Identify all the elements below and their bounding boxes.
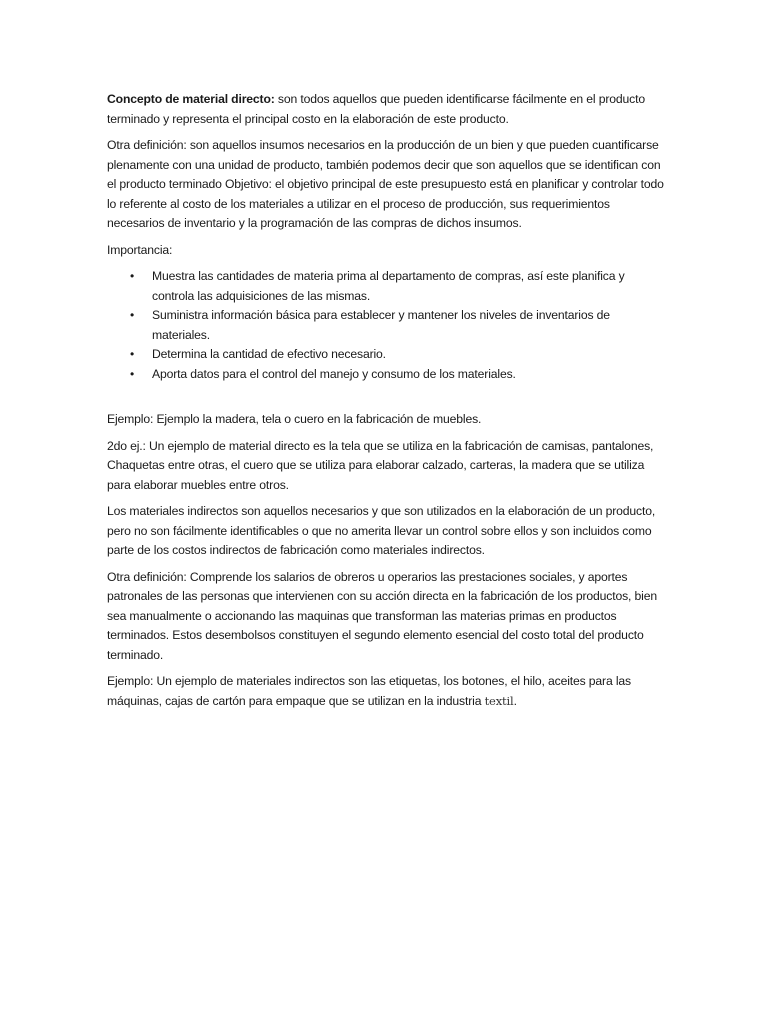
list-item-text: Determina la cantidad de efectivo necesario.: [152, 347, 386, 361]
paragraph-text: son aquellos necesarios y que son utilizados en la elaboración de un producto, pero no son fácilmente identificables o que no amerita llevar un control sobre ellos y son incluidos como parte de los costos indirectos de fabricación como materiales indirectos.: [107, 504, 656, 557]
paragraph-example-1: [107, 410, 665, 430]
paragraph-other-definition-1: [107, 136, 665, 234]
paragraph-text: Un ejemplo de materiales indirectos son las etiquetas, los botones, el hilo, aceites para las máquinas, cajas de cartón para empaque que se utilizan en la industria: [107, 674, 631, 708]
term-indirect-materials: Los materiales indirectos: [107, 504, 239, 518]
list-item-text: Suministra información básica para establecer y mantener los niveles de inventarios de materiales.: [152, 308, 610, 342]
paragraph-text: Un ejemplo de material directo es la tela que se utiliza en la fabricación de camisas, pantalones, Chaquetas entre otras, el cuero que se utiliza para elaborar calzado, carteras, la madera que se utiliza para elaborar muebles entre otros.: [107, 438, 654, 492]
paragraph-text: Ejemplo la madera, tela o cuero en la fabricación de muebles.: [153, 412, 482, 426]
document-page: [107, 90, 665, 718]
bullet-icon: •: [130, 366, 135, 381]
paragraph-tail-word: textil: [484, 693, 514, 708]
list-item: [107, 365, 665, 385]
list-item: [107, 267, 665, 306]
list-item-text: Muestra las cantidades de materia prima al departamento de compras, así este planifica y controla las adquisiciones de las mismas.: [152, 269, 625, 303]
paragraph-text: Comprende los salarios de obreros u operarios las prestaciones sociales, y aportes patronales de las personas que intervienen con su acción directa en la fabricación de los productos, bien sea manualmente o accionando las maquinas que transforman las materias primas en productos terminados. Estos desembolsos constituyen el segundo elemento esencial del costo total del producto terminado.: [107, 569, 657, 662]
bullet-icon: •: [130, 347, 135, 361]
term-second-example: 2do ej.:: [107, 438, 146, 453]
spacer: [107, 384, 665, 410]
term-direct-material: Concepto de material directo:: [107, 92, 275, 106]
paragraph-other-definition-2: [107, 568, 665, 666]
importance-heading: Importancia:: [107, 242, 173, 257]
paragraph-text: son aquellos insumos necesarios en la producción de un bien y que pueden cuantificarse plenamente con una unidad de producto, también podemos decir que son aquellos que se identifican con el producto terminado Objetivo: el objetivo principal de este presupuesto está en planificar y controlar todo lo referente al costo de los materiales a utilizar en el proceso de producción, sus requerimientos necesarios de inventario y la programación de las compras de dichos insumos.: [107, 138, 664, 230]
term-other-definition: Otra definición:: [107, 569, 187, 584]
bullet-icon: •: [130, 308, 135, 322]
list-item-text: Aporta datos para el control del manejo y consumo de los materiales.: [152, 366, 516, 381]
list-item: [107, 345, 665, 365]
paragraph-example-2: [107, 437, 665, 496]
paragraph-indirect-materials: [107, 502, 665, 561]
paragraph-direct-material-concept: [107, 90, 665, 129]
paragraph-text: son todos aquellos que pueden identificarse fácilmente en el producto terminado y representa el principal costo en la elaboración de este producto.: [107, 92, 645, 126]
bullet-icon: •: [130, 269, 135, 283]
importance-list: [107, 267, 665, 384]
term-other-definition: Otra definición:: [107, 138, 187, 152]
term-example: Ejemplo:: [107, 674, 154, 688]
list-item: [107, 306, 665, 345]
paragraph-example-3: [107, 672, 665, 711]
paragraph-end: .: [513, 693, 517, 708]
term-example: Ejemplo:: [107, 412, 154, 426]
